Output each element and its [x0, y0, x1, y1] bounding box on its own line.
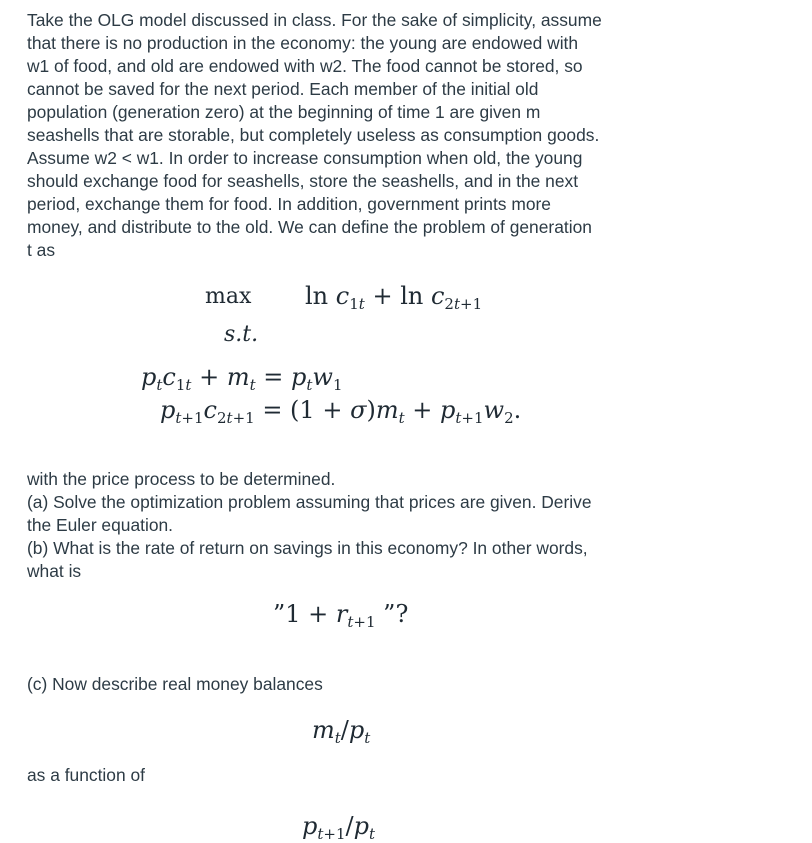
intro-paragraph: [27, 9, 687, 262]
subject-to-label: s.t.: [224, 322, 259, 347]
price-ratio-expression: $p_{t+1}/p_t$: [302, 812, 376, 843]
intro-line: Assume w2 < w1. In order to increase consumption when old, the young: [27, 148, 583, 168]
question-c-line: (c) Now describe real money balances: [27, 674, 323, 694]
question-c-line: as a function of: [27, 765, 145, 785]
question-c-function-of: [27, 764, 687, 787]
question-a-line: the Euler equation.: [27, 515, 173, 535]
objective-function: $\ln c_{1t} + \ln c_{2t+1}$: [305, 282, 483, 313]
real-money-balances-expression: $m_t/p_t$: [312, 716, 371, 747]
question-a-line: (a) Solve the optimization problem assuming that prices are given. Derive: [27, 492, 592, 512]
question-b-line: (b) What is the rate of return on savings in this economy? In other words,: [27, 538, 588, 558]
question-c-intro: [27, 673, 687, 696]
question-b-line: what is: [27, 561, 82, 581]
intro-line: t as: [27, 240, 56, 260]
intro-line: seashells that are storable, but completely useless as consumption goods.: [27, 125, 600, 145]
intro-line: period, exchange them for food. In addition, government prints more: [27, 194, 551, 214]
budget-constraint-old: $p_{t+1}c_{2t+1} = (1 + \sigma)m_t + p_{t+1}w_2$.: [160, 396, 522, 427]
rate-of-return-expression: ”1 + $r_{t+1}$ ”?: [273, 600, 409, 631]
intro-line: w1 of food, and old are endowed with w2. The food cannot be stored, so: [27, 56, 583, 76]
intro-line: population (generation zero) at the beginning of time 1 are given m: [27, 102, 541, 122]
intro-line: Take the OLG model discussed in class. For the sake of simplicity, assume: [27, 10, 602, 30]
intro-line: that there is no production in the economy: the young are endowed with: [27, 33, 579, 53]
questions-block: [27, 468, 687, 583]
max-operator: max: [205, 284, 252, 309]
price-process-note: with the price process to be determined.: [27, 469, 336, 489]
intro-line: should exchange food for seashells, store the seashells, and in the next: [27, 171, 579, 191]
budget-constraint-young: $p_tc_{1t} + m_t = p_tw_1$: [141, 363, 343, 394]
intro-line: cannot be saved for the next period. Each member of the initial old: [27, 79, 539, 99]
intro-line: money, and distribute to the old. We can define the problem of generation: [27, 217, 592, 237]
